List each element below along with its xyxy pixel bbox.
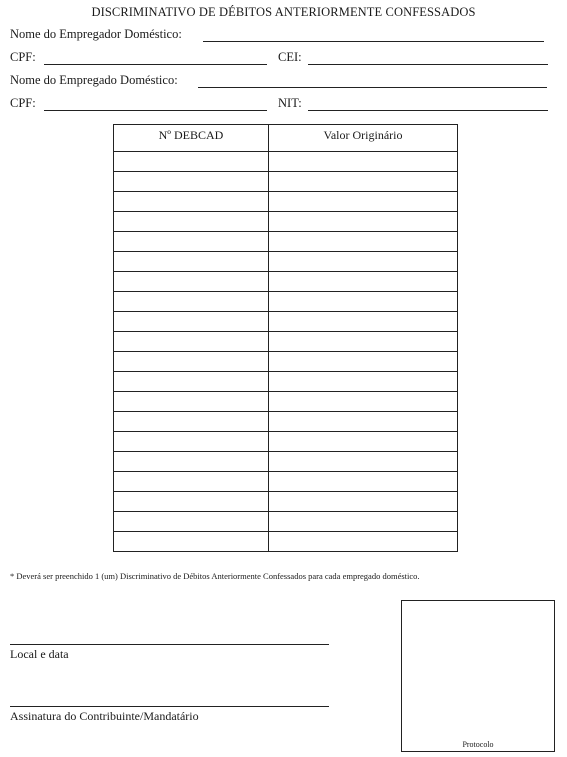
original-value-cell[interactable]	[269, 332, 458, 352]
employee-cpf-label: CPF:	[10, 96, 36, 110]
table-row	[114, 532, 458, 552]
employee-name-input-line[interactable]	[198, 87, 547, 88]
original-value-cell[interactable]	[269, 392, 458, 412]
debcad-table-body	[114, 152, 458, 552]
instruction-note: * Deverá ser preenchido 1 (um) Discriminativo de Débitos Anteriormente Confessados para cada empregado doméstico.	[10, 571, 420, 581]
table-row	[114, 192, 458, 212]
signature-line[interactable]	[10, 706, 329, 707]
original-value-cell[interactable]	[269, 472, 458, 492]
debcad-number-cell[interactable]	[114, 532, 269, 552]
original-value-cell[interactable]	[269, 352, 458, 372]
original-value-cell[interactable]	[269, 312, 458, 332]
table-row	[114, 252, 458, 272]
employer-name-field[interactable]	[10, 27, 182, 42]
original-value-cell[interactable]	[269, 512, 458, 532]
table-row	[114, 412, 458, 432]
place-date-label: Local e data	[10, 647, 69, 661]
employee-nit-field[interactable]	[278, 96, 302, 111]
employer-cpf-label: CPF:	[10, 50, 36, 64]
debcad-number-cell[interactable]	[114, 472, 269, 492]
employee-cpf-input-line[interactable]	[44, 110, 267, 111]
table-row	[114, 372, 458, 392]
original-value-header: Valor Originário	[269, 125, 458, 152]
table-row	[114, 212, 458, 232]
table-row	[114, 172, 458, 192]
debcad-number-header: Nº DEBCAD	[114, 125, 269, 152]
employee-name-field[interactable]	[10, 73, 178, 88]
table-header-row	[114, 125, 458, 152]
table-row	[114, 512, 458, 532]
debcad-number-cell[interactable]	[114, 372, 269, 392]
debcad-number-cell[interactable]	[114, 192, 269, 212]
debcad-number-cell[interactable]	[114, 492, 269, 512]
table-row	[114, 272, 458, 292]
employee-nit-label: NIT:	[278, 96, 302, 110]
original-value-cell[interactable]	[269, 272, 458, 292]
debcad-number-cell[interactable]	[114, 332, 269, 352]
table-row	[114, 352, 458, 372]
employee-nit-input-line[interactable]	[308, 110, 548, 111]
employer-name-label: Nome do Empregador Doméstico:	[10, 27, 182, 41]
debcad-number-cell[interactable]	[114, 512, 269, 532]
protocol-box	[401, 600, 555, 752]
original-value-cell[interactable]	[269, 252, 458, 272]
employer-cpf-field[interactable]	[10, 50, 36, 65]
employee-cpf-field[interactable]	[10, 96, 36, 111]
employer-cei-input-line[interactable]	[308, 64, 548, 65]
original-value-cell[interactable]	[269, 432, 458, 452]
original-value-cell[interactable]	[269, 212, 458, 232]
debcad-number-cell[interactable]	[114, 312, 269, 332]
original-value-cell[interactable]	[269, 492, 458, 512]
debcad-number-cell[interactable]	[114, 172, 269, 192]
table-row	[114, 492, 458, 512]
original-value-cell[interactable]	[269, 292, 458, 312]
debcad-number-cell[interactable]	[114, 392, 269, 412]
debcad-number-cell[interactable]	[114, 292, 269, 312]
table-row	[114, 292, 458, 312]
original-value-cell[interactable]	[269, 232, 458, 252]
table-row	[114, 152, 458, 172]
table-row	[114, 232, 458, 252]
original-value-cell[interactable]	[269, 452, 458, 472]
employer-cei-label: CEI:	[278, 50, 302, 64]
debcad-number-cell[interactable]	[114, 152, 269, 172]
employer-name-input-line[interactable]	[203, 41, 544, 42]
debcad-number-cell[interactable]	[114, 212, 269, 232]
protocol-label: Protocolo	[462, 740, 494, 749]
table-row	[114, 452, 458, 472]
debcad-number-cell[interactable]	[114, 352, 269, 372]
original-value-cell[interactable]	[269, 172, 458, 192]
original-value-cell[interactable]	[269, 532, 458, 552]
debcad-number-cell[interactable]	[114, 432, 269, 452]
debcad-table	[113, 124, 458, 552]
original-value-cell[interactable]	[269, 192, 458, 212]
table-row	[114, 432, 458, 452]
debcad-number-cell[interactable]	[114, 452, 269, 472]
employer-cpf-input-line[interactable]	[44, 64, 267, 65]
original-value-cell[interactable]	[269, 372, 458, 392]
table-row	[114, 332, 458, 352]
table-row	[114, 392, 458, 412]
debcad-number-cell[interactable]	[114, 272, 269, 292]
signature-label: Assinatura do Contribuinte/Mandatário	[10, 709, 199, 723]
table-row	[114, 312, 458, 332]
debcad-number-cell[interactable]	[114, 232, 269, 252]
employer-cei-field[interactable]	[278, 50, 302, 65]
table-row	[114, 472, 458, 492]
original-value-cell[interactable]	[269, 412, 458, 432]
form-title: DISCRIMINATIVO DE DÉBITOS ANTERIORMENTE CONFESSADOS	[91, 5, 476, 19]
place-date-line[interactable]	[10, 644, 329, 645]
debcad-number-cell[interactable]	[114, 252, 269, 272]
original-value-cell[interactable]	[269, 152, 458, 172]
debcad-number-cell[interactable]	[114, 412, 269, 432]
employee-name-label: Nome do Empregado Doméstico:	[10, 73, 178, 87]
